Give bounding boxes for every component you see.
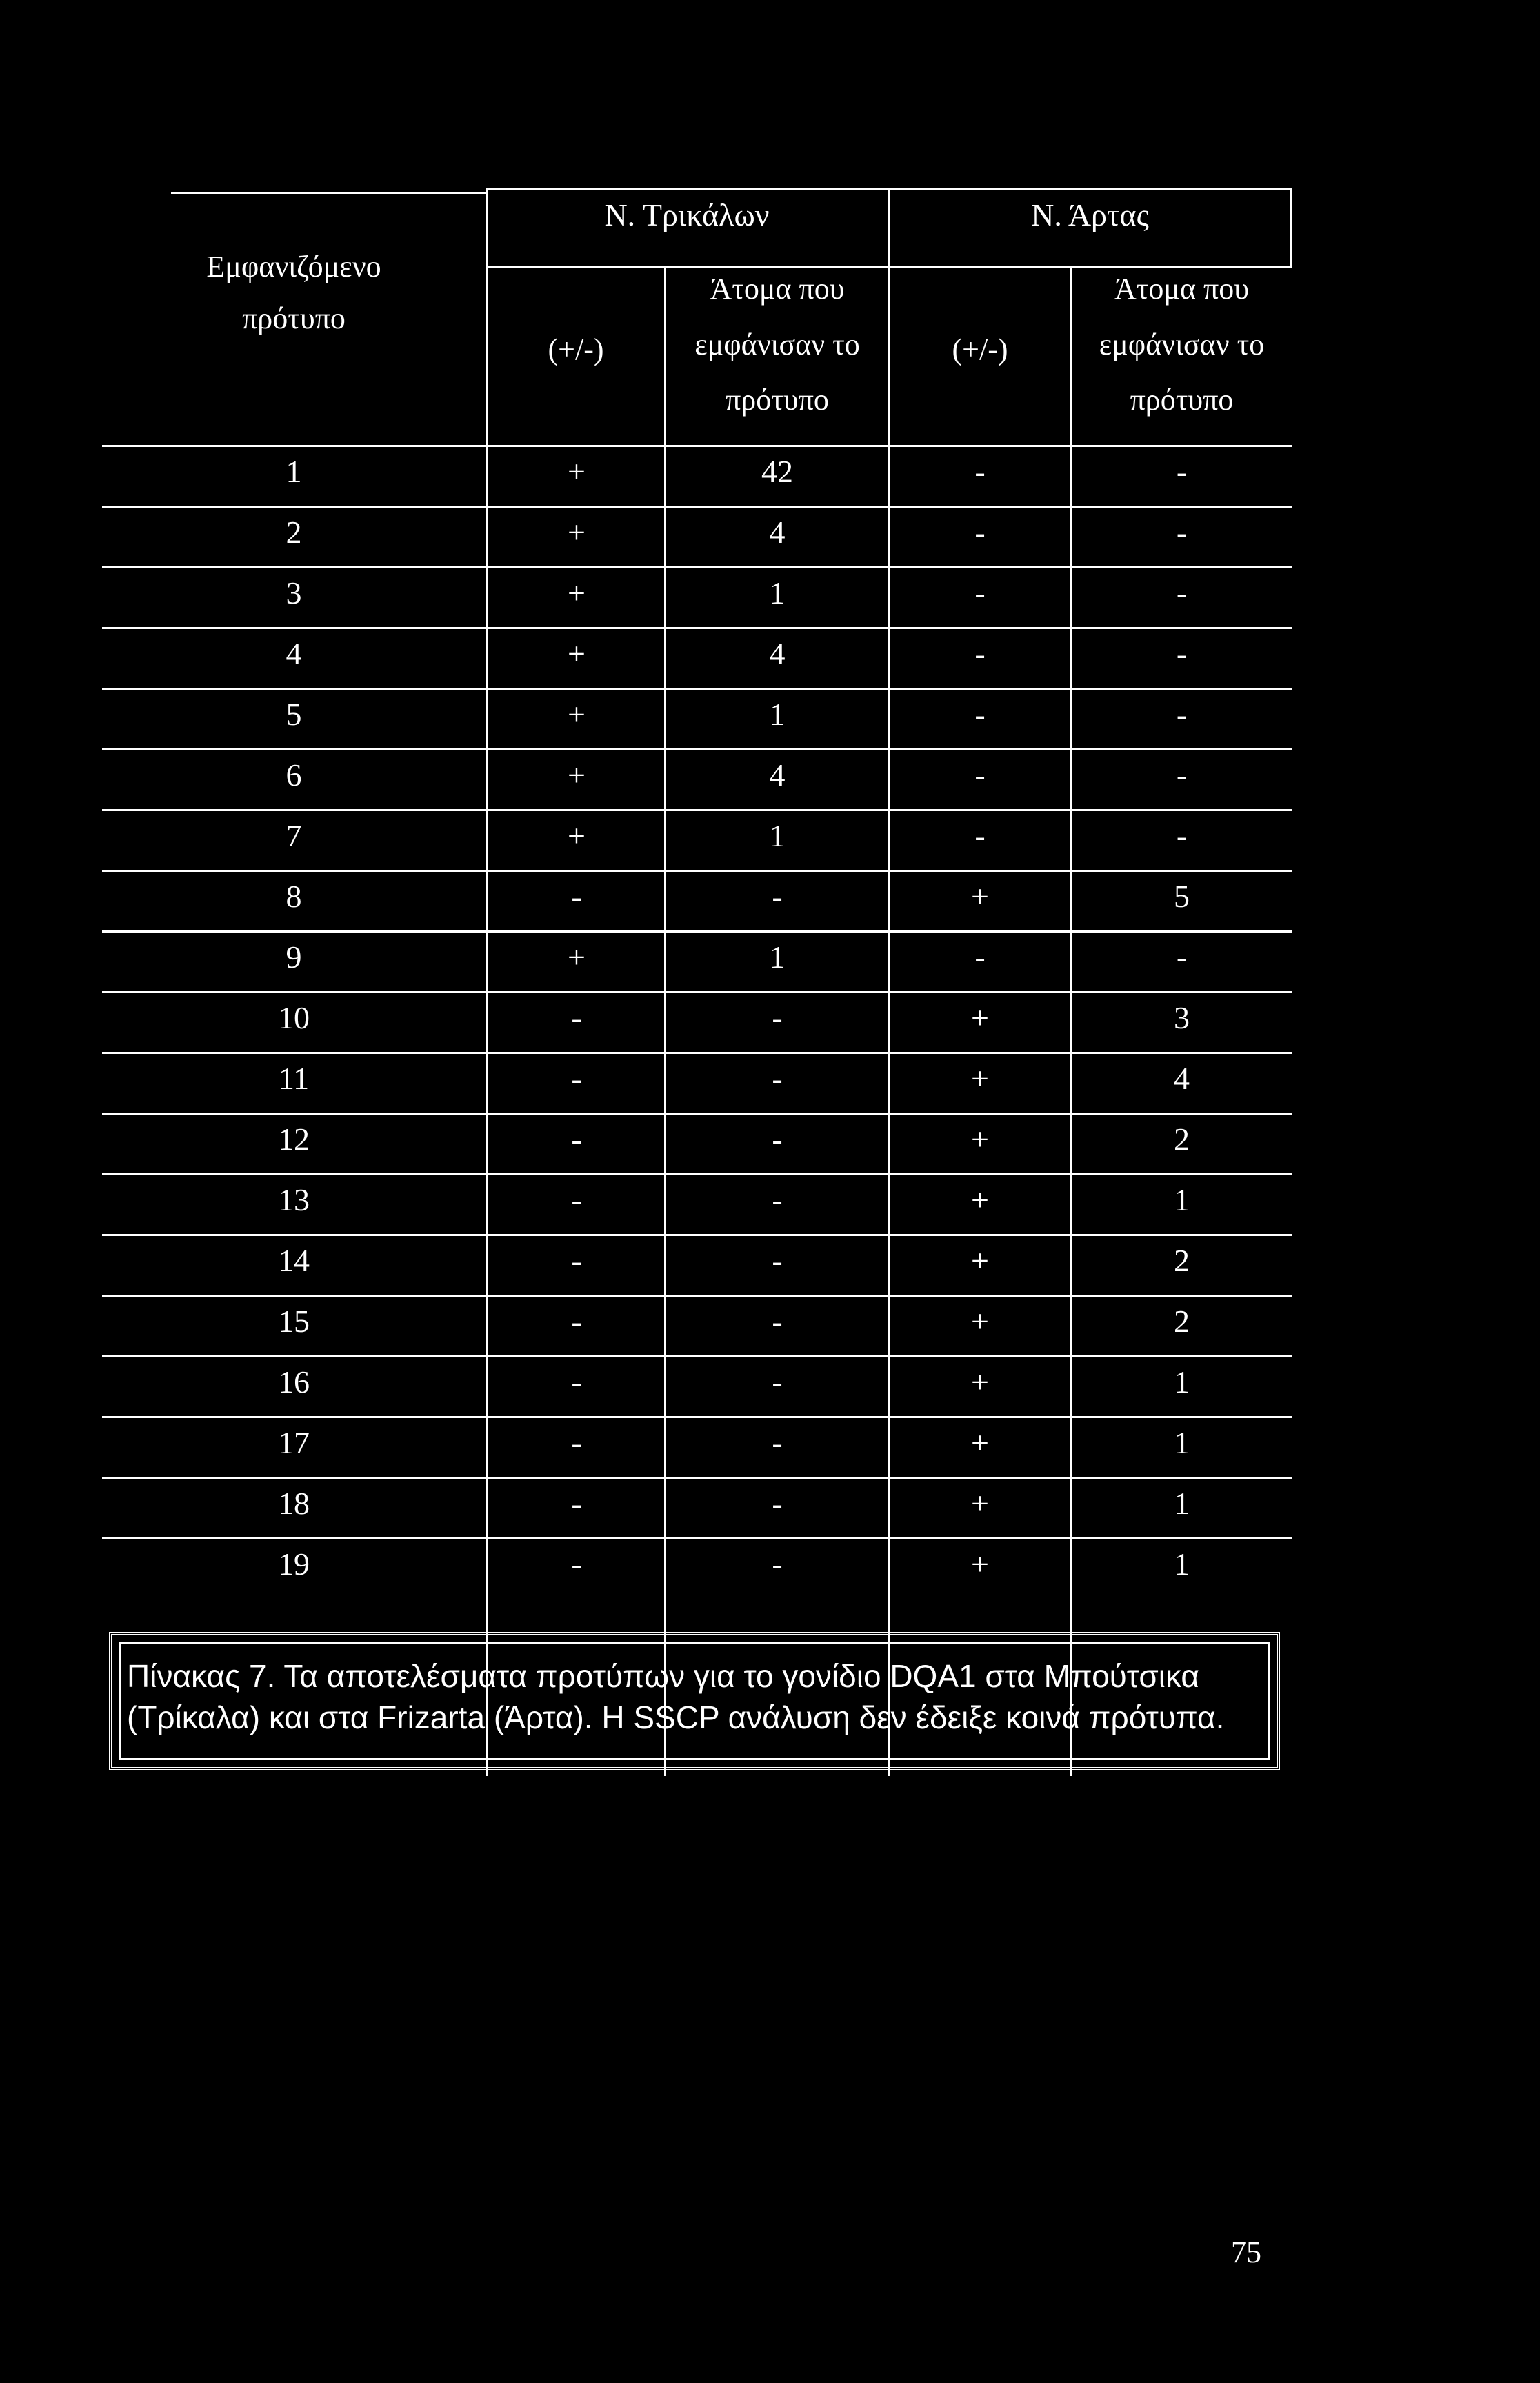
header-plusminus-trikala: (+/-) [548, 332, 604, 366]
table-cell: 5 [1174, 879, 1190, 914]
table-cell: 4 [769, 757, 786, 792]
table-cell: - [974, 757, 986, 792]
body-vline-4 [1070, 445, 1072, 1776]
table-cell: 15 [278, 1304, 310, 1339]
row-rule [102, 1173, 1292, 1175]
table-cell: + [971, 1425, 989, 1460]
table-cell: 2 [1174, 1304, 1190, 1339]
table-cell: 42 [761, 454, 793, 489]
page-number: 75 [1231, 2235, 1261, 2269]
header-individuals-arta [1072, 272, 1292, 418]
table-cell: - [571, 1546, 582, 1582]
table-cell: - [1176, 636, 1188, 671]
table-cell: - [571, 1425, 582, 1460]
table-cell: 14 [278, 1243, 310, 1278]
table-cell: - [772, 1546, 783, 1582]
caption-line2: (Τρίκαλα) και στα Frizarta (Άρτα). Η SSCP ανάλυση δεν έδειξε κοινά πρότυπα. [127, 1699, 1225, 1735]
table-cell: 13 [278, 1182, 310, 1217]
row-rule [102, 1113, 1292, 1115]
body-vline-2 [664, 445, 666, 1776]
table-cell: 4 [286, 636, 302, 671]
table-cell: + [568, 636, 586, 671]
table-cell: - [974, 575, 986, 610]
table-cell: - [571, 1304, 582, 1339]
header-top-rule [171, 192, 486, 194]
individuals-line3: πρότυπο [1130, 383, 1234, 417]
table-row [102, 1477, 1292, 1537]
table-cell: 16 [278, 1364, 310, 1399]
table-cell: - [1176, 575, 1188, 610]
table-cell: 2 [1174, 1121, 1190, 1157]
table-cell: - [772, 1304, 783, 1339]
individuals-line1: Άτομα που [1114, 272, 1250, 306]
table-caption-box [109, 1632, 1280, 1770]
row-rule [102, 1234, 1292, 1236]
table-cell: 4 [769, 636, 786, 671]
header-pattern-line2: πρότυπο [242, 301, 346, 335]
row-rule [102, 870, 1292, 872]
individuals-line1: Άτομα που [710, 272, 845, 306]
table-cell: - [974, 939, 986, 975]
table-cell: 1 [769, 575, 786, 610]
row-rule [102, 1416, 1292, 1418]
table-cell: 1 [1174, 1425, 1190, 1460]
header-pattern-label [102, 250, 486, 336]
row-rule [102, 445, 1292, 447]
table-cell: + [971, 879, 989, 914]
table-cell: - [772, 1364, 783, 1399]
table-cell: 4 [769, 515, 786, 550]
table-cell: - [571, 1243, 582, 1278]
table-cell: 8 [286, 879, 302, 914]
table-cell: 18 [278, 1486, 310, 1521]
body-vline-1 [486, 445, 488, 1776]
table-row [102, 870, 1292, 930]
row-rule [102, 1537, 1292, 1539]
row-rule [102, 930, 1292, 933]
body-vline-3 [888, 445, 890, 1776]
table-cell: + [971, 1243, 989, 1278]
table-cell: 3 [286, 575, 302, 610]
table-cell: - [571, 1364, 582, 1399]
table-row [102, 809, 1292, 870]
row-rule [102, 688, 1292, 690]
table-row [102, 748, 1292, 809]
table-row [102, 930, 1292, 991]
table-row [102, 566, 1292, 627]
table-cell: - [1176, 515, 1188, 550]
results-table [102, 186, 1292, 1582]
table-cell: 5 [286, 697, 302, 732]
table-cell: + [971, 1364, 989, 1399]
row-rule [102, 1477, 1292, 1479]
table-cell: + [971, 1486, 989, 1521]
table-cell: + [568, 757, 586, 792]
table-cell: - [1176, 454, 1188, 489]
header-group-arta: Ν. Άρτας [1031, 197, 1149, 232]
table-cell: - [772, 1486, 783, 1521]
table-cell: - [974, 454, 986, 489]
table-cell: 9 [286, 939, 302, 975]
table-row [102, 1537, 1292, 1598]
table-cell: - [974, 818, 986, 853]
table-row [102, 627, 1292, 688]
table-caption [127, 1655, 1270, 1738]
row-rule [102, 1355, 1292, 1357]
table-cell: - [571, 1061, 582, 1096]
row-rule [102, 991, 1292, 993]
table-cell: - [571, 879, 582, 914]
table-cell: 1 [769, 939, 786, 975]
table-cell: + [971, 1546, 989, 1582]
table-cell: - [772, 1000, 783, 1035]
row-rule [102, 809, 1292, 811]
table-cell: 1 [769, 697, 786, 732]
table-header [102, 186, 1292, 445]
table-row [102, 1234, 1292, 1295]
table-cell: - [571, 1486, 582, 1521]
table-row [102, 688, 1292, 748]
table-cell: - [772, 1243, 783, 1278]
table-cell: - [571, 1000, 582, 1035]
individuals-line3: πρότυπο [726, 383, 829, 417]
row-rule [102, 627, 1292, 629]
table-cell: + [568, 697, 586, 732]
row-rule [102, 566, 1292, 568]
table-cell: - [772, 879, 783, 914]
table-cell: 2 [286, 515, 302, 550]
table-cell: - [1176, 818, 1188, 853]
table-cell: 1 [1174, 1364, 1190, 1399]
table-cell: 10 [278, 1000, 310, 1035]
table-cell: - [974, 515, 986, 550]
table-cell: 1 [769, 818, 786, 853]
table-cell: + [971, 1061, 989, 1096]
table-cell: 1 [1174, 1182, 1190, 1217]
table-row [102, 1416, 1292, 1477]
table-row [102, 506, 1292, 566]
table-cell: - [1176, 757, 1188, 792]
header-individuals-trikala [666, 272, 888, 418]
row-rule [102, 1295, 1292, 1297]
table-cell: + [568, 454, 586, 489]
table-cell: 11 [278, 1061, 310, 1096]
table-cell: - [1176, 697, 1188, 732]
table-cell: 1 [286, 454, 302, 489]
table-cell: - [571, 1182, 582, 1217]
table-cell: 4 [1174, 1061, 1190, 1096]
table-cell: + [568, 939, 586, 975]
table-cell: - [974, 636, 986, 671]
table-cell: 17 [278, 1425, 310, 1460]
header-plusminus-arta: (+/-) [952, 332, 1008, 366]
table-cell: - [772, 1182, 783, 1217]
table-row [102, 1295, 1292, 1355]
table-cell: + [971, 1121, 989, 1157]
individuals-line2: εμφάνισαν το [694, 327, 860, 361]
table-cell: 7 [286, 818, 302, 853]
table-cell: - [772, 1425, 783, 1460]
table-cell: - [571, 1121, 582, 1157]
row-rule [102, 1052, 1292, 1054]
header-group-trikala: Ν. Τρικάλων [604, 197, 770, 232]
table-cell: + [971, 1304, 989, 1339]
table-cell: - [974, 697, 986, 732]
table-cell: 1 [1174, 1546, 1190, 1582]
table-cell: - [772, 1061, 783, 1096]
table-cell: + [971, 1182, 989, 1217]
table-row [102, 445, 1292, 506]
table-row [102, 991, 1292, 1052]
table-cell: + [971, 1000, 989, 1035]
caption-line1: Πίνακας 7. Τα αποτελέσματα προτύπων για το γονίδιο DQA1 στα Μπούτσικα [127, 1658, 1199, 1694]
table-cell: 19 [278, 1546, 310, 1582]
table-cell: 12 [278, 1121, 310, 1157]
table-cell: 1 [1174, 1486, 1190, 1521]
table-cell: 2 [1174, 1243, 1190, 1278]
table-cell: 6 [286, 757, 302, 792]
table-cell: + [568, 575, 586, 610]
table-row [102, 1173, 1292, 1234]
table-cell: + [568, 515, 586, 550]
table-cell: - [772, 1121, 783, 1157]
row-rule [102, 748, 1292, 750]
row-rule [102, 506, 1292, 508]
table-cell: - [1176, 939, 1188, 975]
individuals-line2: εμφάνισαν το [1099, 327, 1265, 361]
table-row [102, 1052, 1292, 1113]
header-pattern-line1: Εμφανιζόμενο [206, 250, 381, 283]
table-cell: + [568, 818, 586, 853]
table-row [102, 1113, 1292, 1173]
table-cell: 3 [1174, 1000, 1190, 1035]
table-row [102, 1355, 1292, 1416]
